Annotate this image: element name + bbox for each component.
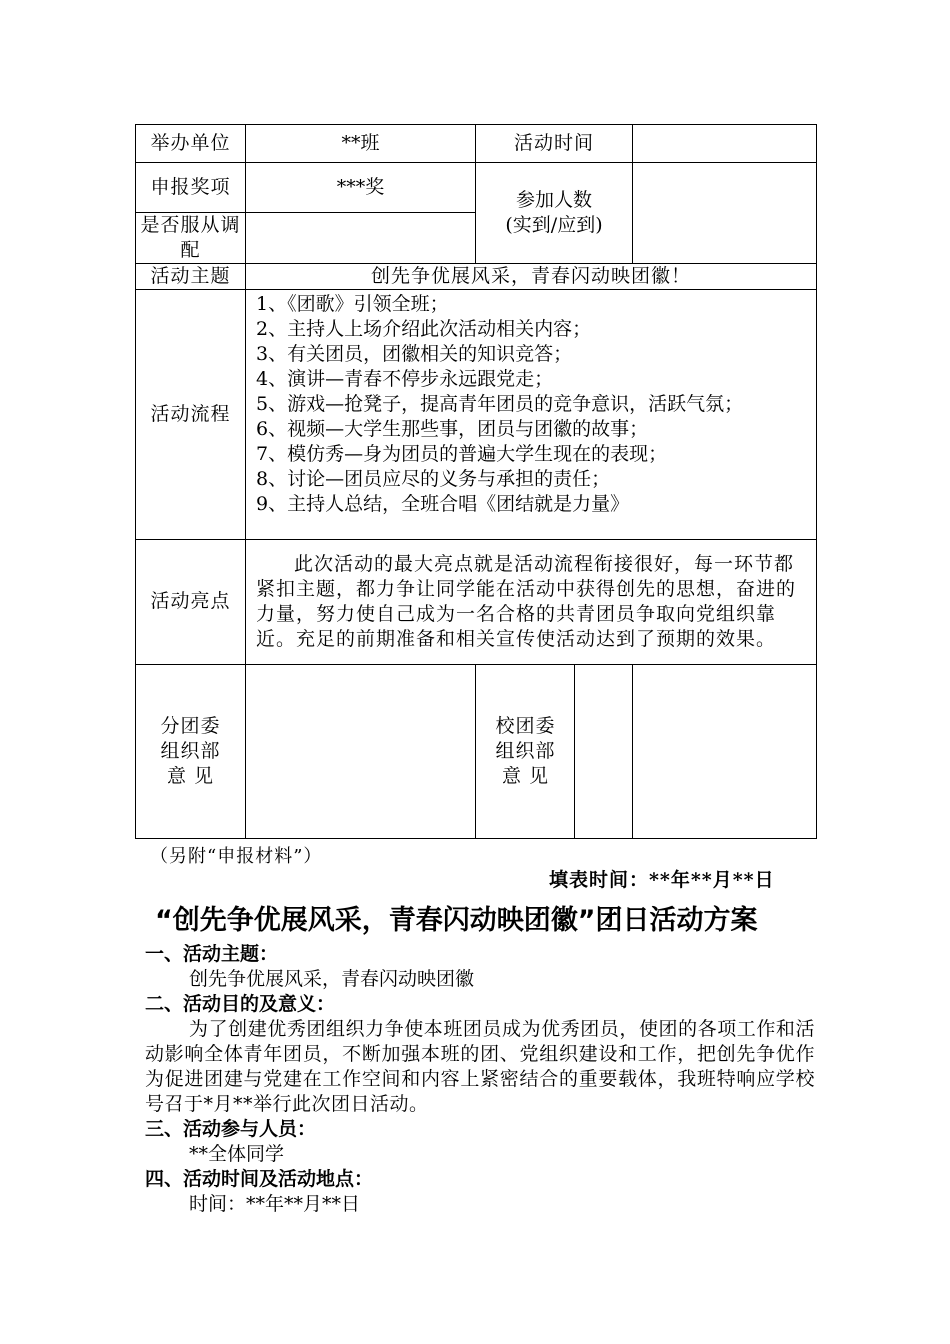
process-list [246,289,817,539]
section-heading: 四、活动时间及活动地点： [145,1168,374,1190]
plan-title: “创先争优展风采，青春闪动映团徽”团日活动方案 [155,905,758,936]
process-label: 活动流程 [136,289,246,539]
participants-value [633,163,817,264]
branch-committee-opinion-value [246,664,476,838]
section-paragraph: 为了创建优秀团组织力争使本班团员成为优秀团员，使团的各项工作和活动影响全体青年团员，不断加强本班的团、党组织建设和工作，把创先争优作为促进团建与党建在工作空间和内容上紧密结合的重要载体，我班特响应学校号召于*月**举行此次团日活动。 [145,1018,815,1115]
activity-time-value [633,125,817,163]
opinion-label-line: 校团委 [495,715,556,738]
section-text: 时间：**年**月**日 [189,1193,361,1215]
participants-label-line2: (实到/应到) [505,214,603,236]
activity-time-label: 活动时间 [476,125,633,163]
opinion-label-line: 意 见 [501,764,550,787]
participants-label [476,163,633,264]
section-text: 创先争优展风采，青春闪动映团徽 [189,968,475,990]
process-item: 1、《团歌》引领全班； [256,292,449,315]
highlight-label: 活动亮点 [136,539,246,664]
opinion-cell-divider [574,664,575,838]
branch-committee-opinion-label [136,664,246,838]
award-label: 申报奖项 [136,163,246,213]
obey-assignment-value [246,213,476,264]
process-item: 7、模仿秀—身为团员的普遍大学生现在的表现； [256,442,668,465]
fill-time: 填表时间：**年**月**日 [549,869,775,891]
section-heading: 一、活动主题： [145,943,279,965]
participants-label-line1: 参加人数 [515,189,592,212]
obey-assignment-label: 是否服从调配 [136,213,246,264]
opinion-label-line: 分团委 [160,715,221,738]
process-item: 3、有关团员，团徽相关的知识竞答； [256,342,573,365]
section-heading: 三、活动参与人员： [145,1118,317,1140]
section-heading: 二、活动目的及意义： [145,993,336,1015]
process-item: 2、主持人上场介绍此次活动相关内容； [256,317,592,340]
theme-label: 活动主题 [136,264,246,290]
opinion-label-line: 意 见 [166,764,215,787]
opinion-label-line: 组织部 [160,739,221,762]
organizer-value: **班 [246,125,476,163]
process-item: 8、讨论—团员应尽的义务与承担的责任； [256,467,611,490]
process-item: 9、主持人总结，全班合唱《团结就是力量》 [256,492,630,515]
plan-body [145,942,815,1217]
theme-value: 创先争优展风采，青春闪动映团徽！ [246,264,817,290]
section-text: **全体同学 [189,1143,285,1165]
school-committee-opinion-label [476,664,633,838]
application-form-table [135,124,817,839]
school-committee-opinion-value [633,664,817,838]
opinion-label-line: 组织部 [495,739,556,762]
process-item: 6、视频—大学生那些事，团员与团徽的故事； [256,417,649,440]
process-item: 4、演讲—青春不停步永远跟党走； [256,367,554,390]
attachment-note: （另附“申报材料”） [150,846,323,867]
highlight-text: 此次活动的最大亮点就是活动流程衔接很好，每一环节都紧扣主题，都力争让同学能在活动中获得创先的思想，奋进的力量，努力使自己成为一名合格的共青团员争取向党组织靠近。充足的前期准备和相关宣传使活动达到了预期的效果。 [246,539,817,664]
organizer-label: 举办单位 [136,125,246,163]
award-value: ***奖 [246,163,476,213]
process-item: 5、游戏—抢凳子，提高青年团员的竞争意识，活跃气氛； [256,392,744,415]
